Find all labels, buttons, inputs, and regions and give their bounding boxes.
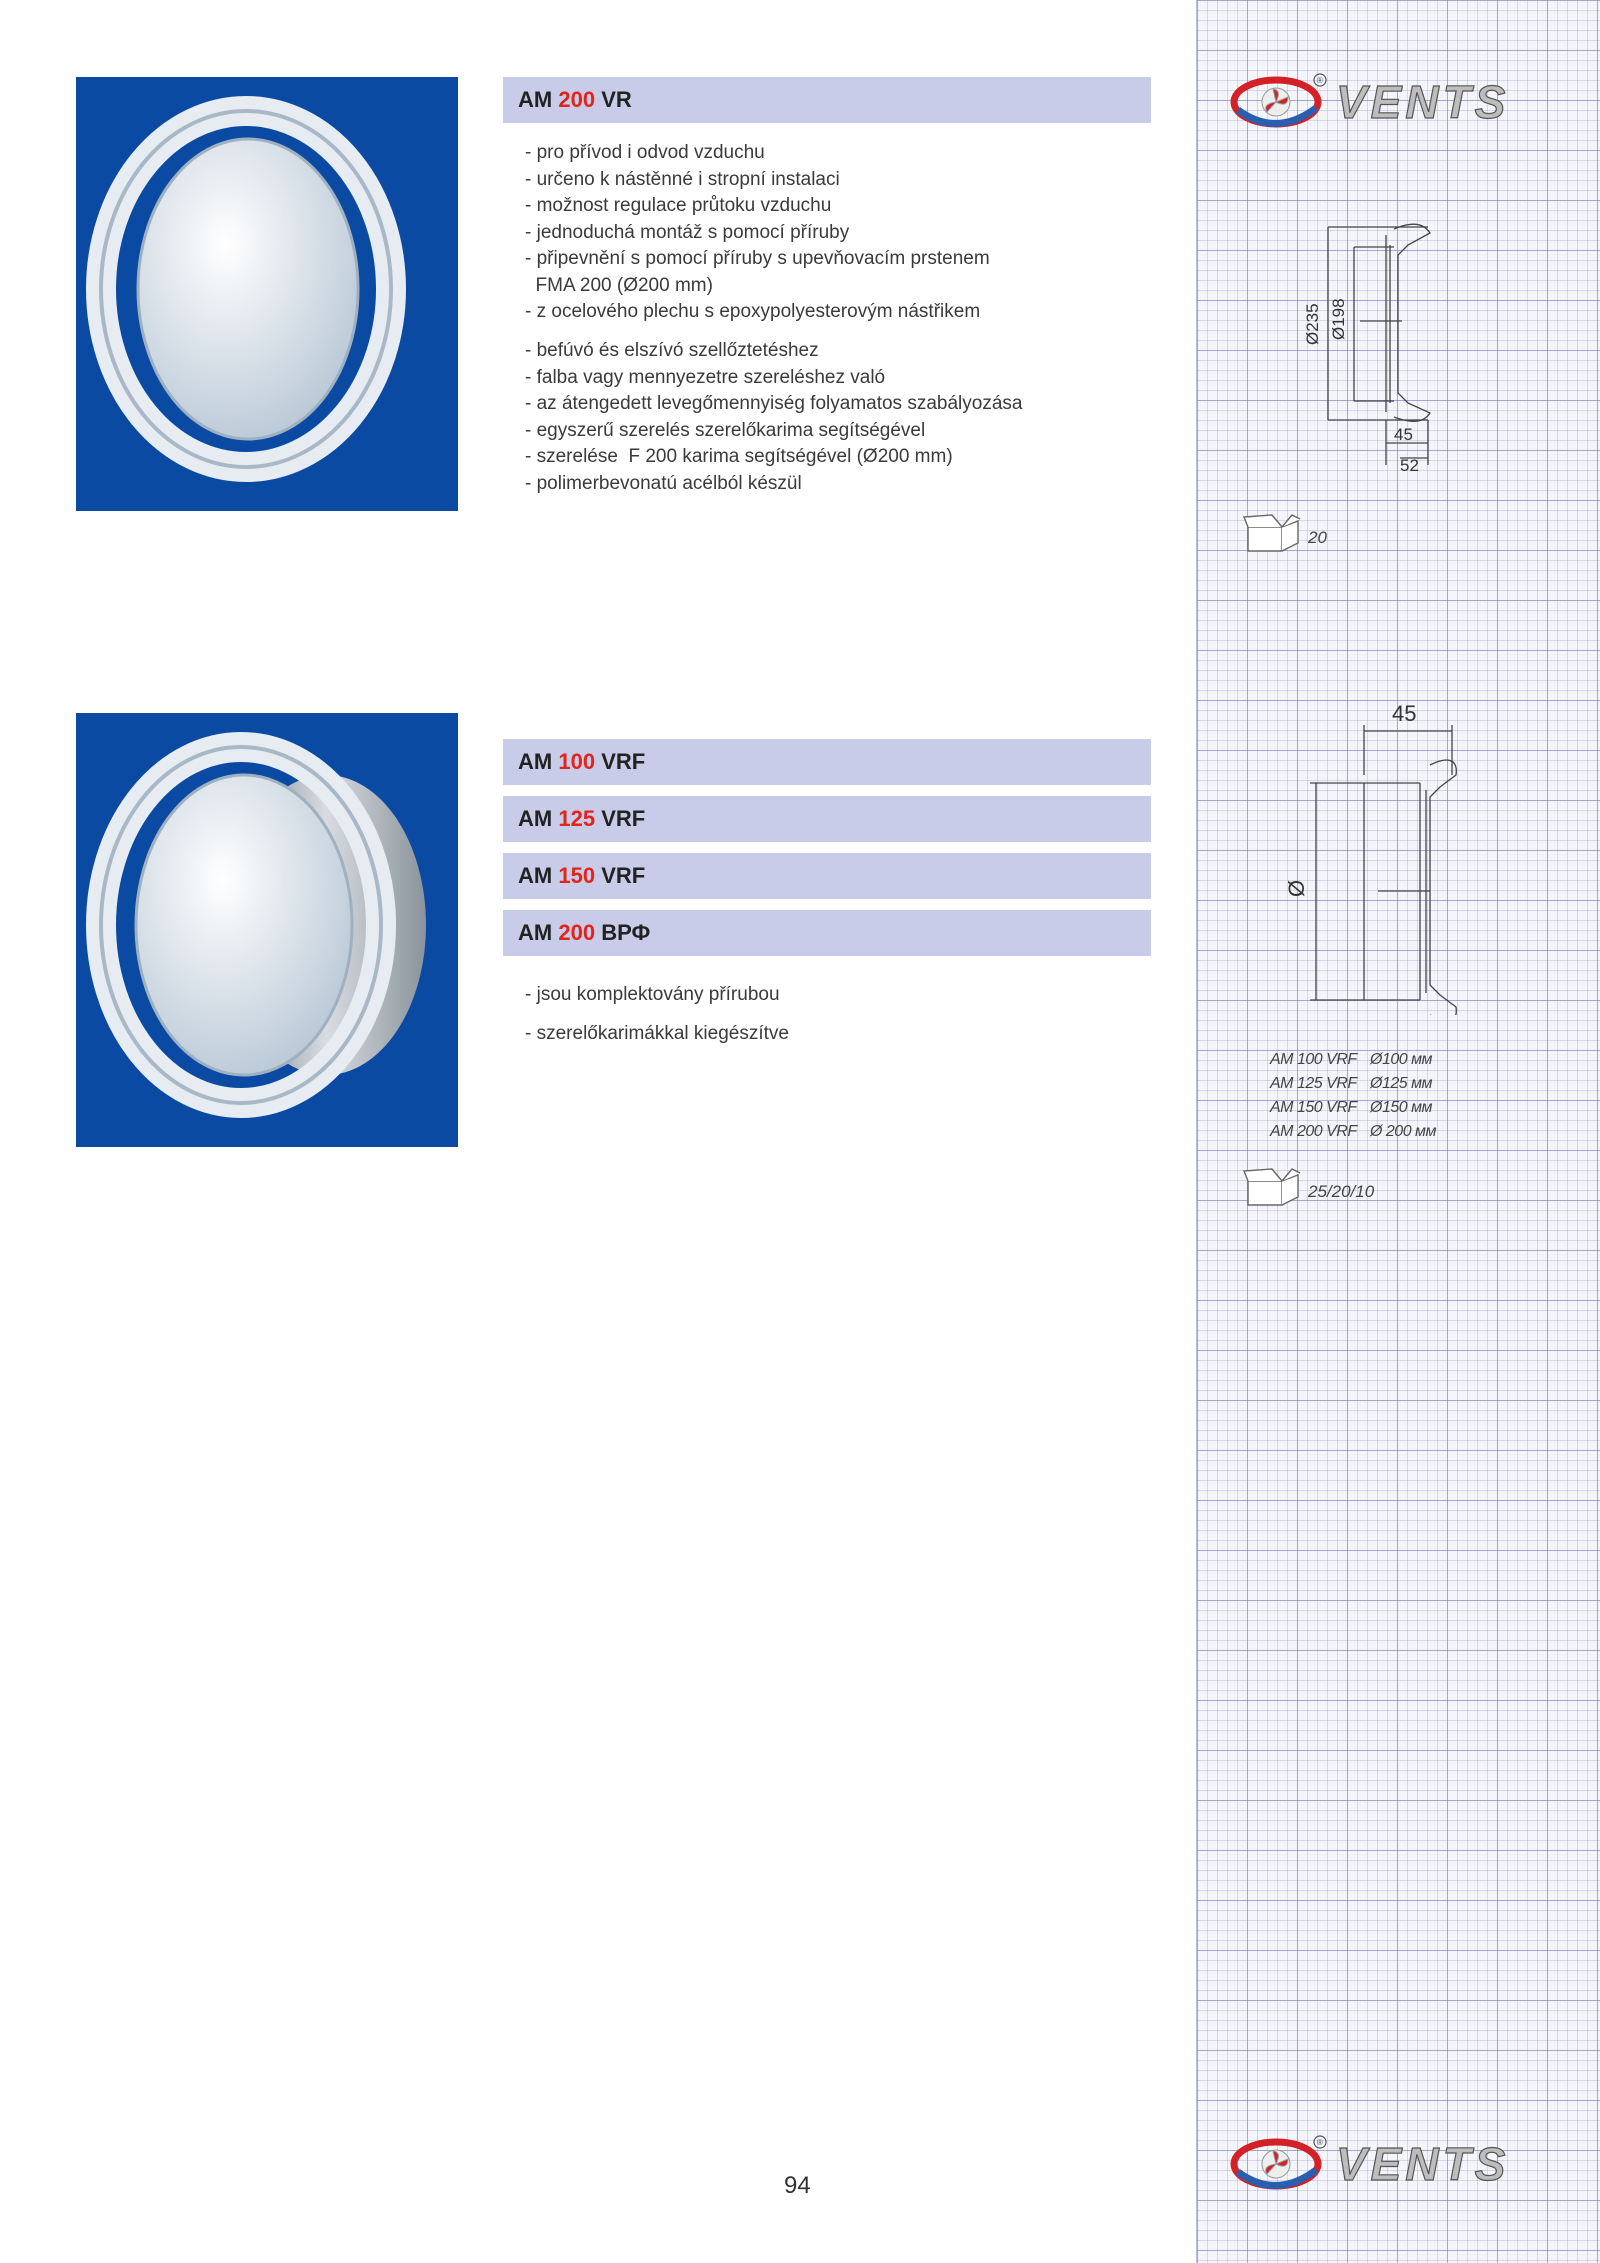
feature-item: - možnost regulace průtoku vzduchu — [525, 195, 832, 216]
feature-item: - pro přívod i odvod vzduchu — [525, 142, 765, 163]
feature-item: - az átengedett levegőmennyiség folyamatos szabályozása — [525, 393, 1023, 414]
dim-diameter: Ø — [1284, 879, 1309, 897]
brand-name: VENTS — [1336, 76, 1510, 128]
product-photo-am-vrf — [76, 713, 458, 1147]
product-title-am150vrf: AM 150 VRF — [503, 853, 1151, 899]
size-row: AM 150 VRF Ø150 мм — [1270, 1099, 1433, 1116]
feature-item: - jednoduchá montáž s pomocí příruby — [525, 221, 850, 243]
feature-item: - polimerbevonatú acélból készül — [525, 472, 802, 494]
dim-depth-45: 45 — [1394, 425, 1413, 444]
size-row: AM 125 VRF Ø125 мм — [1270, 1075, 1433, 1092]
size-row: AM 100 VRF Ø100 мм — [1270, 1051, 1433, 1068]
feature-item: FMA 200 (Ø200 mm) — [525, 274, 713, 296]
box-icon — [1242, 513, 1304, 560]
product-photo-am200vr — [76, 77, 458, 511]
technical-drawing-am-vrf — [1280, 695, 1480, 1020]
product-title-am100vrf: AM 100 VRF — [503, 739, 1151, 785]
technical-drawing-am200vr — [1290, 215, 1460, 485]
product-title-am200vrf: AM 200 ВРФ — [503, 910, 1151, 956]
registered-mark: ® — [1317, 76, 1323, 85]
dim-depth-52: 52 — [1400, 456, 1419, 475]
dim-depth: 45 — [1392, 701, 1417, 726]
feature-item: - určeno k nástěnné i stropní instalaci — [525, 168, 840, 190]
feature-list-hu — [525, 338, 1022, 497]
feature-item: - jsou komplektovány přírubou — [525, 984, 780, 1005]
feature-item: - z ocelového plechu s epoxypolyesterovým nástřikem — [525, 301, 981, 322]
dim-outer-diameter: Ø235 — [1303, 303, 1322, 345]
feature-item: - szerelőkarimákkal kiegészítve — [525, 1023, 789, 1044]
feature-list-cz — [525, 140, 990, 326]
svg-text:®: ® — [1317, 2138, 1323, 2147]
page-number: 94 — [784, 2172, 811, 2199]
feature-item: - befúvó és elszívó szellőztetéshez — [525, 340, 819, 361]
product-title-am200vr: AM 200 VR — [503, 77, 1151, 123]
box-icon — [1242, 1167, 1304, 1214]
dim-inner-diameter: Ø198 — [1329, 298, 1348, 340]
vents-logo-top — [1228, 70, 1568, 130]
feature-item: - szerelése F 200 karima segítségével (Ø200 mm) — [525, 446, 953, 467]
product-title-am125vrf: AM 125 VRF — [503, 796, 1151, 842]
feature-list-vrf — [525, 975, 789, 1053]
vents-logo-bottom — [1228, 2132, 1568, 2192]
feature-item: - falba vagy mennyezetre szereléshez való — [525, 366, 886, 388]
packaging-qty-am200vr: 20 — [1308, 528, 1327, 547]
packaging-qty-am-vrf: 25/20/10 — [1308, 1182, 1375, 1201]
size-row: AM 200 VRF Ø 200 мм — [1270, 1123, 1436, 1140]
feature-item: - připevnění s pomocí příruby s upevňovacím prstenem — [525, 248, 990, 269]
size-table — [1270, 1048, 1436, 1144]
svg-text:VENTS: VENTS — [1336, 2138, 1510, 2190]
feature-item: - egyszerű szerelés szerelőkarima segítségével — [525, 419, 926, 441]
